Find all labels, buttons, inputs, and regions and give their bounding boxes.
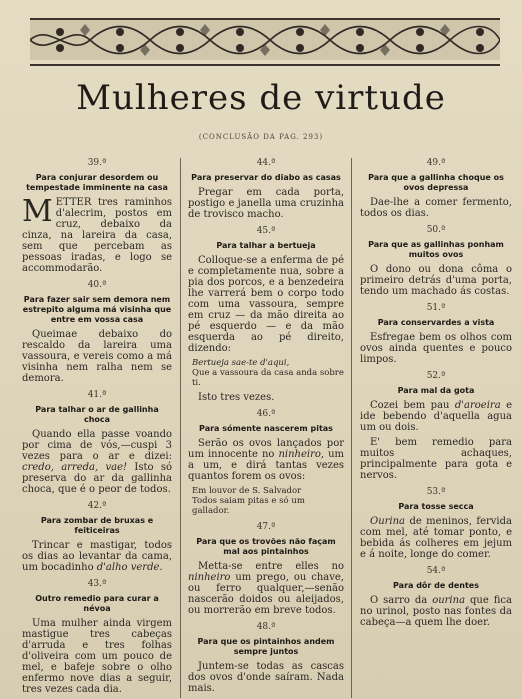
recipe-text: Colloque-se a enferma de pé e completamente nua, sobre a pia dos porcos, e a benzedeira lhe varrerá bem o corpo todo com uma vassoura, sempre em cruz — da mão direita ao pé esquerdo — e da mão esquerda ao pé direito, dizendo: bbox=[188, 255, 344, 354]
recipe-emphasis: Ourina bbox=[370, 516, 406, 527]
recipe-emphasis: ninheiro bbox=[188, 572, 231, 583]
recipe-text bbox=[360, 516, 512, 560]
recipe-heading: Para talhar o ar de gallinha choca bbox=[35, 405, 159, 424]
recipe-39 bbox=[22, 158, 172, 274]
ornament-icon bbox=[30, 20, 500, 60]
incantation bbox=[192, 358, 344, 388]
recipe-emphasis: d'alho verde. bbox=[96, 562, 163, 573]
recipe-text bbox=[22, 540, 172, 573]
recipe-heading: Para conservardes a vista bbox=[377, 318, 495, 327]
verse-line: Bertueja sae-te d'aqui, bbox=[192, 358, 290, 368]
recipe-text: Pregar em cada porta, postigo e janella uma cruzinha de trovisco macho. bbox=[188, 187, 344, 220]
recipe-43 bbox=[22, 579, 172, 695]
recipe-text: Esfregae bem os olhos com ovos ainda quentes e pouco limpos. bbox=[360, 332, 512, 365]
recipe-49 bbox=[360, 158, 512, 219]
recipe-body: e ide bebendo d'aquella agua um ou dois. bbox=[360, 400, 512, 433]
recipe-42 bbox=[22, 501, 172, 573]
recipe-53 bbox=[360, 487, 512, 560]
recipe-heading: Outro remedio para curar a névoa bbox=[35, 594, 159, 613]
recipe-heading: Para tosse secca bbox=[398, 502, 474, 511]
column-3 bbox=[360, 152, 512, 632]
recipe-number: 46.ª bbox=[256, 409, 276, 419]
recipe-number: 45.ª bbox=[256, 226, 276, 236]
recipe-text: O dono ou dona côma o primeiro detrás d'uma porta, tendo um machado ás costas. bbox=[360, 264, 512, 297]
incantation bbox=[192, 486, 344, 516]
recipe-number: 51.ª bbox=[426, 303, 446, 313]
recipe-text bbox=[22, 194, 172, 274]
recipe-text bbox=[188, 438, 344, 482]
recipe-body: O sarro da bbox=[370, 595, 433, 606]
recipe-emphasis: credo, arreda, vae! bbox=[22, 462, 128, 473]
recipe-text: Dae-lhe a comer fermento, todos os dias. bbox=[360, 197, 512, 219]
recipe-heading: Para sómente nascerem pitas bbox=[199, 424, 333, 433]
recipe-emphasis: ourina bbox=[432, 595, 466, 606]
decorative-banner bbox=[30, 18, 500, 66]
recipe-text: Uma mulher ainda virgem mastigue tres cabeças d'arruda e tres folhas d'oliveira com um pouco de mel, e bafeje sobre o olho enfermo nove dias a seguir, tres vezes cada dia. bbox=[22, 618, 172, 695]
column-divider bbox=[351, 158, 352, 698]
recipe-number: 54.ª bbox=[426, 566, 446, 576]
recipe-body: Isto só preserva do ar da gallinha choca, que é o peor de todos. bbox=[22, 462, 172, 495]
column-1 bbox=[22, 152, 172, 699]
recipe-number: 53.ª bbox=[426, 487, 446, 497]
verse-line: Que a vassoura da casa anda sobre ti. bbox=[192, 368, 344, 388]
recipe-number: 42.ª bbox=[87, 501, 107, 511]
recipe-text bbox=[188, 561, 344, 616]
recipe-body: Quando ella passe voando por cima de vós,—cuspi 3 vezes para o ar e dizei: bbox=[22, 429, 172, 462]
recipe-number: 49.ª bbox=[426, 158, 446, 168]
recipe-heading: Para que os pintainhos andem sempre juntos bbox=[197, 637, 335, 656]
recipe-text bbox=[360, 400, 512, 433]
recipe-number: 50.ª bbox=[426, 225, 446, 235]
recipe-number: 40.ª bbox=[87, 280, 107, 290]
recipe-text bbox=[360, 595, 512, 628]
recipe-text: E' bem remedio para muitos achaques, principalmente para gota e nervos. bbox=[360, 437, 512, 481]
recipe-number: 44.ª bbox=[256, 158, 276, 168]
recipe-44 bbox=[188, 158, 344, 220]
recipe-text: Juntem-se todas as cascas dos ovos d'onde saíram. Nada mais. bbox=[188, 661, 344, 694]
recipe-52 bbox=[360, 371, 512, 481]
recipe-45 bbox=[188, 226, 344, 403]
recipe-50 bbox=[360, 225, 512, 297]
recipe-46 bbox=[188, 409, 344, 516]
recipe-40 bbox=[22, 280, 172, 384]
recipe-number: 48.ª bbox=[256, 622, 276, 632]
recipe-heading: Para mal da gota bbox=[397, 386, 475, 395]
recipe-heading: Para que as gallinhas ponham muitos ovos bbox=[368, 240, 504, 259]
recipe-emphasis: ninheiro bbox=[278, 449, 321, 460]
recipe-heading: Para fazer sair sem demora nem estrepito alguma má visinha que entre em vossa casa bbox=[22, 295, 172, 324]
recipe-heading: Para dôr de dentes bbox=[393, 581, 479, 590]
page-subtitle: (CONCLUSÃO DA PAG. 293) bbox=[198, 133, 324, 141]
recipe-text: Isto tres vezes. bbox=[198, 392, 275, 403]
recipe-54 bbox=[360, 566, 512, 628]
recipe-heading: Para zombar de bruxas e feiticeiras bbox=[40, 516, 154, 535]
recipe-body: Serão os ovos lançados por um innocente no bbox=[188, 438, 344, 460]
recipe-body: um prego, ou chave, ou ferro qualquer,—senão nascerão doidos ou aleijados, ou morrerão em breve todos. bbox=[188, 572, 344, 616]
recipe-number: 39.ª bbox=[87, 158, 107, 168]
recipe-body: Cozei bem pau bbox=[370, 400, 455, 411]
recipe-heading: Para que a gallinha choque os ovos depressa bbox=[368, 173, 504, 192]
column-2 bbox=[188, 152, 344, 698]
recipe-number: 47.ª bbox=[256, 522, 276, 532]
recipe-body: Trincar e mastigar, todos os dias ao levantar da cama, um bocadinho bbox=[22, 540, 172, 573]
recipe-47 bbox=[188, 522, 344, 616]
recipe-48 bbox=[188, 622, 344, 694]
recipe-body: , um a um, e dirá tantas vezes quantos forem os ovos: bbox=[188, 449, 344, 482]
column-divider bbox=[180, 158, 181, 698]
verse-line: Em louvor de S. Salvador bbox=[192, 486, 302, 496]
recipe-heading: Para preservar do diabo as casas bbox=[191, 173, 341, 182]
page-title: Mulheres de virtude bbox=[76, 78, 446, 118]
recipe-emphasis: d'aroeira bbox=[454, 400, 501, 411]
recipe-body: de meninos, fervida com mel, até tomar ponto, e bebida ás colheres em jejum e á noite, longe do comer. bbox=[360, 516, 512, 560]
recipe-heading: Para que os trovões não façam mal aos pintainhos bbox=[196, 537, 336, 556]
recipe-number: 52.ª bbox=[426, 371, 446, 381]
recipe-number: 43.ª bbox=[87, 579, 107, 589]
recipe-41 bbox=[22, 390, 172, 495]
recipe-heading: Para conjurar desordem ou tempestade imminente na casa bbox=[26, 173, 168, 192]
recipe-51 bbox=[360, 303, 512, 365]
drop-cap: M bbox=[22, 194, 53, 229]
recipe-body: que fica no urinol, posto nas fontes da cabeça—a quem lhe doer. bbox=[360, 595, 512, 628]
recipe-text: Queimae debaixo do rescaldo da lareira uma vassoura, e vereis como a má visinha nem ralha nem se demora. bbox=[22, 329, 172, 384]
recipe-body: Metta-se entre elles no bbox=[198, 561, 344, 572]
recipe-body: ETTER tres raminhos d'alecrim, postos em cruz, debaixo da cinza, na lareira da casa, sem que percebam as pessoas iradas, e logo se accommodarão. bbox=[22, 197, 172, 274]
recipe-number: 41.ª bbox=[87, 390, 107, 400]
recipe-heading: Para talhar a bertueja bbox=[216, 241, 316, 250]
verse-line: Todos saiam pitas e só um gallador. bbox=[192, 496, 305, 516]
recipe-text bbox=[22, 429, 172, 495]
